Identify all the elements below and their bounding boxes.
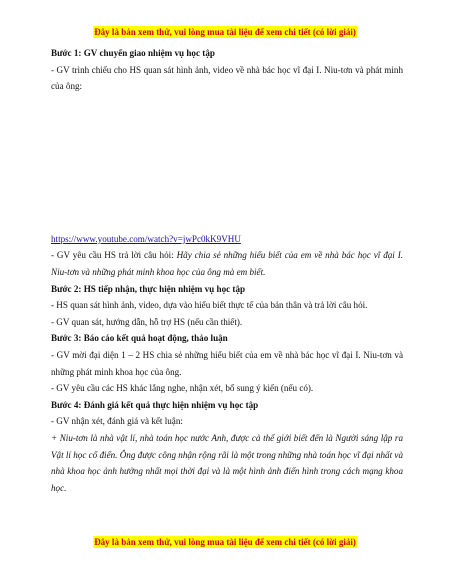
video-link[interactable]: https://www.youtube.com/watch?v=jwPc0kK9VHU xyxy=(51,233,241,244)
step4-line1: - GV nhận xét, đánh giá và kết luận: xyxy=(51,416,183,427)
step4-heading: Bước 4: Đánh giá kết quả thực hiện nhiệm vụ học tập xyxy=(51,399,259,410)
step1-heading: Bước 1: GV chuyển giao nhiệm vụ học tập xyxy=(51,48,215,58)
step1-question-prefix: - GV yêu cầu HS trả lời câu hỏi: xyxy=(51,250,177,261)
document-body xyxy=(51,45,403,496)
step2-line2: - GV quan sát, hướng dẫn, hỗ trợ HS (nếu cần thiết). xyxy=(51,316,243,327)
step1-question xyxy=(51,247,403,280)
step4-conclusion: + Niu-tơn là nhà vật lí, nhà toán học nước Anh, được cả thế giới biết đến là Người sáng lập ra Vật lí học cổ điển. Ông được công nhận rộng rãi là một trong những nhà toán học vĩ đại nhất và nhà khoa học ảnh hưởng nhất mọi thời đại và là một hình ảnh điển hình trong cách mạng khoa học. xyxy=(51,432,403,493)
step1-line1: - GV trình chiếu cho HS quan sát hình ảnh, video về nhà bác học vĩ đại I. Niu-tơn và phát minh của ông: xyxy=(51,64,403,92)
preview-banner-top: Đây là bản xem thử, vui lòng mua tài liệu để xem chi tiết (có lời giải) xyxy=(94,27,356,37)
step3-line2: - GV yêu cầu các HS khác lắng nghe, nhận xét, bổ sung ý kiến (nếu có). xyxy=(51,383,314,394)
step3-line1: - GV mời đại diện 1 – 2 HS chia sẻ những hiểu biết của em về nhà bác học vĩ đại I. Niu-tơn và những phát minh khoa học của ông. xyxy=(51,349,403,377)
step1-question-text: Hãy chia sẻ những hiểu biết của em về nhà bác học vĩ đại I. Niu-tơn và những phát minh khoa học của ông mà em biết. xyxy=(51,250,403,277)
preview-banner-bottom: Đây là bản xem thử, vui lòng mua tài liệu để xem chi tiết (có lời giải) xyxy=(94,537,356,547)
step2-line1: - HS quan sát hình ảnh, video, dựa vào hiểu biết thực tế của bản thân và trả lời câu hỏi. xyxy=(51,300,368,311)
step2-heading: Bước 2: HS tiếp nhận, thực hiện nhiệm vụ học tập xyxy=(51,283,246,294)
media-placeholder xyxy=(51,95,403,231)
step3-heading: Bước 3: Báo cáo kết quả hoạt động, thảo luận xyxy=(51,333,228,344)
